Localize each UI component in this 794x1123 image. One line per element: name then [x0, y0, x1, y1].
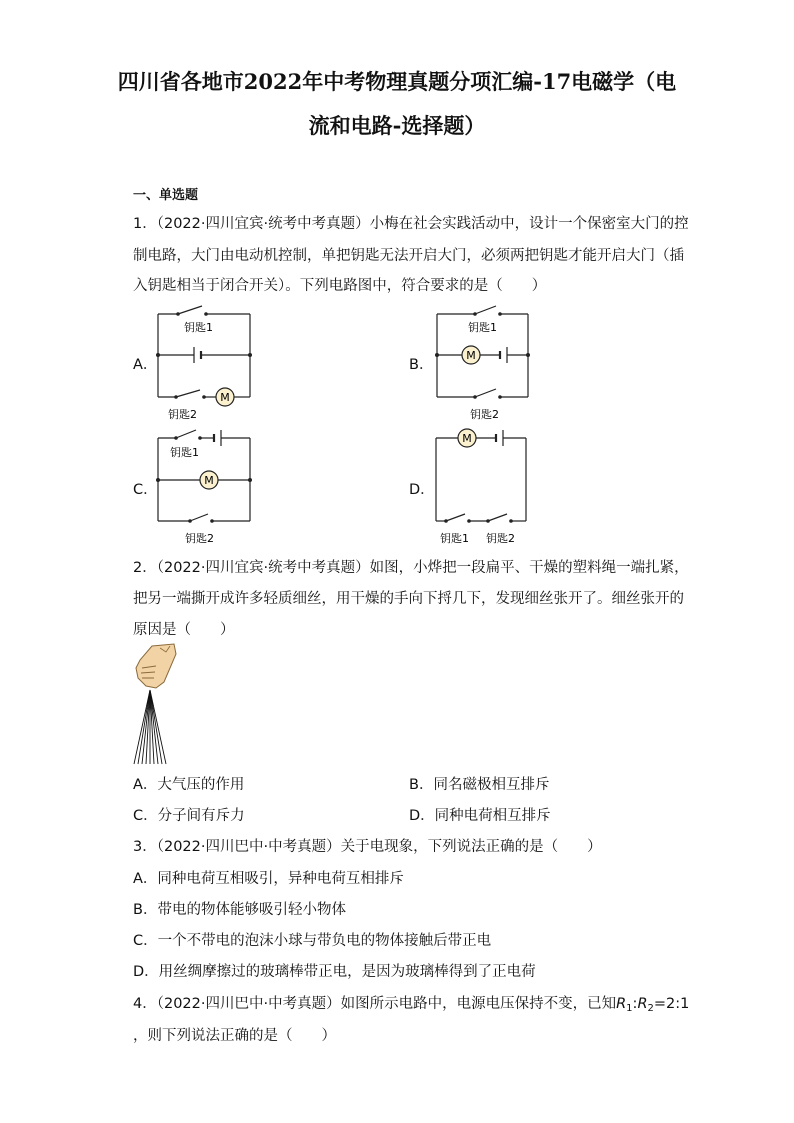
document-title-line2: 流和电路-选择题）: [308, 113, 486, 138]
key1-label: 钥匙1: [468, 321, 497, 334]
motor-symbol: M: [220, 391, 230, 404]
key2-label: 钥匙2: [185, 532, 214, 545]
q2-text-line2: 把另一端撕开成许多轻质细丝，用干燥的手向下捋几下，发现细丝张开了。细丝张开的: [133, 591, 684, 607]
q4-text-line1: [133, 992, 689, 1014]
section-heading: 一、单选题: [133, 188, 199, 203]
r2-subscript: 2: [647, 1003, 654, 1014]
circuit-diagram-c: [150, 424, 260, 549]
q3-option-d: D．用丝绸摩擦过的玻璃棒带正电，是因为玻璃棒得到了正电荷: [133, 964, 536, 980]
motor-symbol: M: [204, 474, 214, 487]
q3-option-c: C．一个不带电的泡沫小球与带负电的物体接触后带正电: [133, 933, 492, 949]
r1-subscript: 1: [626, 1003, 633, 1014]
q1-option-a-label: A．: [133, 357, 158, 373]
r2-symbol: R: [637, 996, 648, 1012]
key1-label: 钥匙1: [184, 321, 213, 334]
key2-label: 钥匙2: [470, 408, 499, 421]
key2-label: 钥匙2: [486, 532, 515, 545]
q4-text-prefix: 4．（2022·四川巴中·中考真题）如图所示电路中，电源电压保持不变，已知: [133, 996, 617, 1012]
key2-label: 钥匙2: [168, 408, 197, 421]
q2-option-d: D．同种电荷相互排斥: [409, 808, 551, 824]
q2-option-c: C．分子间有斥力: [133, 808, 245, 824]
key1-label: 钥匙1: [170, 446, 199, 459]
q3-text-line1: 3．（2022·四川巴中·中考真题）关于电现象，下列说法正确的是（ ）: [133, 839, 602, 855]
circuit-diagram-b: [430, 300, 540, 425]
q2-text-line1: 2．（2022·四川宜宾·统考中考真题）如图，小烨把一段扁平、干燥的塑料绳一端扎紧，: [133, 560, 689, 576]
q3-option-a: A．同种电荷互相吸引，异种电荷互相排斥: [133, 871, 404, 887]
q2-text-line3: 原因是（ ）: [133, 622, 235, 638]
q1-option-b-label: B．: [409, 357, 434, 373]
q2-option-b: B．同名磁极相互排斥: [409, 777, 550, 793]
hand-stroking-plastic-strings-illustration: [130, 642, 180, 767]
ratio-colon: :: [632, 996, 638, 1012]
q1-text-line2: 制电路，大门由电动机控制，单把钥匙无法开启大门，必须两把钥匙才能开启大门（插: [133, 248, 684, 264]
motor-symbol: M: [466, 349, 476, 362]
q1-option-c-label: C．: [133, 482, 158, 498]
q1-text-line3: 入钥匙相当于闭合开关）。下列电路图中，符合要求的是（ ）: [133, 278, 547, 294]
ratio-value: =2:1: [653, 996, 690, 1012]
q4-text-line2: ，则下列说法正确的是（ ）: [133, 1028, 336, 1044]
circuit-diagram-d: [428, 424, 540, 549]
q1-text-line1: 1．（2022·四川宜宾·统考中考真题）小梅在社会实践活动中，设计一个保密室大门的控: [133, 216, 689, 232]
document-title-line1: 四川省各地市2022年中考物理真题分项汇编-17电磁学（电: [117, 69, 677, 94]
q3-option-b: B．带电的物体能够吸引轻小物体: [133, 902, 346, 918]
key1-label: 钥匙1: [440, 532, 469, 545]
r1-symbol: R: [616, 996, 627, 1012]
motor-symbol: M: [462, 432, 472, 445]
circuit-diagram-a: [150, 300, 260, 425]
q2-option-a: A．大气压的作用: [133, 777, 245, 793]
q1-option-d-label: D．: [409, 482, 435, 498]
